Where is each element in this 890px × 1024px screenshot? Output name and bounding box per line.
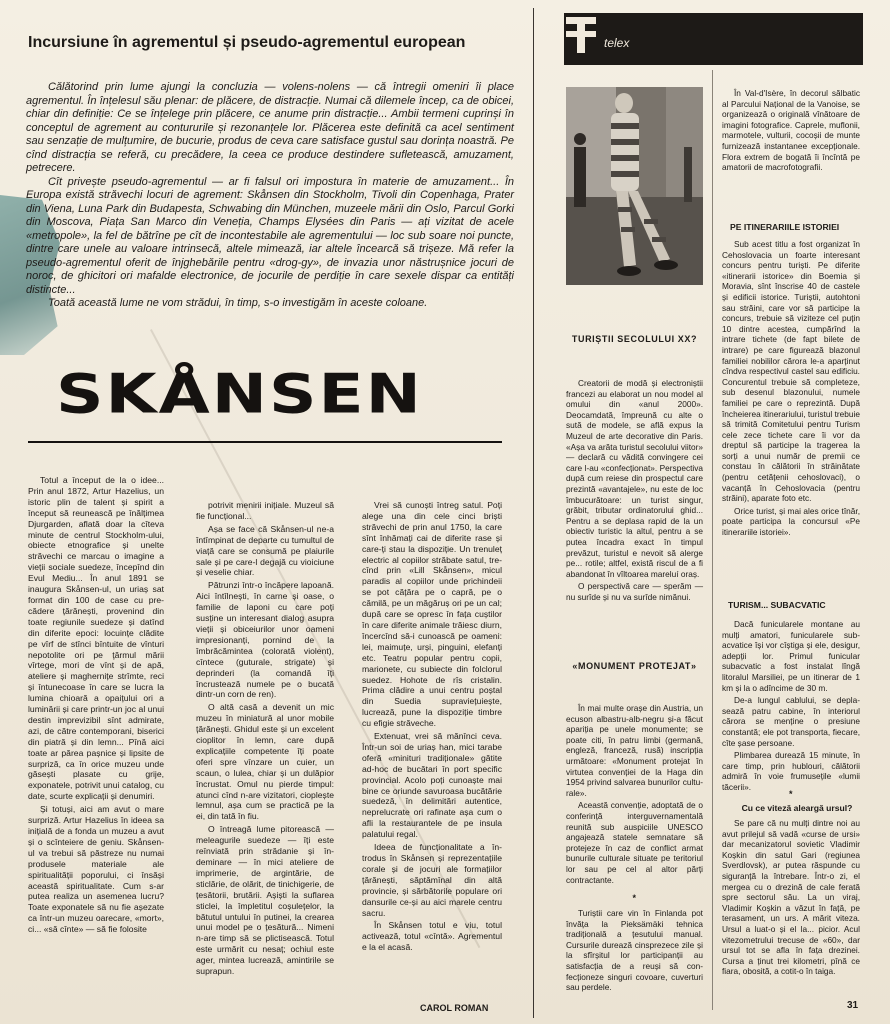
- telex-logo-icon: [566, 17, 596, 53]
- column-paragraph: Vrei să cunoști întreg satul. Poți alege una din cele cinci briști străvechi de prin anul 1750, la care sînt înhămați cai de diferite rase și care-ți stau la dispoziție. Un trenuleț electric al copiilor străbate satul, trecînd prin «Lill Skånsen», micul paradis al copiilor unde prichindeii se pot cățăra pe o capră, pe o cămilă, pe un măgăruș ori pe un cal; după care se opresc în fața cuștilor în care diferite animale trăiesc diurn, încercînd să-i cunoască pe oameni: lei, maimuțe, urși, pinguini, elefanți etc. Teatru popular pentru copii, marionete, cu subiecte din folclorul suedez. Hohote de rîs cristalin. Prima clădire a unui centru poștal din Suedia supraviețuiește, lucrează, pune la dispoziție timbre cu efigie străveche.: [362, 500, 502, 729]
- author-signature: CAROL ROMAN: [420, 1003, 489, 1013]
- column-paragraph: Și totuși, aici am avut o mare surpriză. Artur Hazelius în ideea sa inițială de a fonda un muzeu a avut și o scînteiere de geniu. Skånsen-ul va trebui să păstreze nu numai produsele materiale ale spiritualității poporului, ci însăși această spiritualitate. Cum s-ar putea realiza un asemenea lucru? Toate exponatele să nu fie așezate ca într-un muzeu oarecare, «mort», ci... «să cînte» — să fie folosite: [28, 804, 164, 935]
- page-number: 31: [847, 1000, 859, 1011]
- telex-paragraph: Turiștii care vin în Finlanda pot învăța la Pieksämäki tehnica tradițională a țesutului manual. Cursurile durează cinsprezece zile și la sfîrșitul lor participanții au satisfacția de a reuși să confecționeze singuri covoare, cuverturi sau perdele.: [566, 908, 703, 993]
- telex-column-1-top: [566, 378, 703, 604]
- telex-paragraph: Orice turist, și mai ales orice tînăr, poate participa la concursul «Pe itinerariile istoriei».: [722, 505, 860, 538]
- telex-column-1-mid: [566, 703, 703, 887]
- telex-heading-itinerarii: PE ITINERARIILE ISTORIEI: [730, 222, 840, 232]
- telex-paragraph: De-a lungul cablului, se deplasează patru cabine, în interiorul cărora se menține o presiune constantă; ele pot transporta, fiecare, cîte șase persoane.: [722, 695, 860, 748]
- telex-heading-turistii: [566, 333, 703, 345]
- telex-paragraph: În Val-d'Isère, în decorul sălbatic al Parcului Național de la Vanoise, se organizează o originală vînătoare de imagini fotografice. Caprele, muflonii, marmotele, vulturii, cocoșii de munte furnizează instantanee excepționale. Flora extrem de bogată îi încîntă pe amatorii de macrofotografii.: [722, 88, 860, 173]
- telex-heading-monument: [566, 660, 703, 672]
- telex-heading-subacvatic: TURISM... SUBACVATIC: [728, 600, 826, 610]
- telex-paragraph: Dacă funicularele montane au mulți amatori, funicularele subacvatice își vor cîștiga și ele, desigur, adepții lor. Primul funicular subacvatic a fost instalat lîngă litoralul Marsiliei, pe un itinerar de 1 km și la o adîncime de 30 m.: [722, 619, 860, 693]
- article-headline: Incursiune în agrementul și pseudo-agrementul european: [28, 34, 466, 51]
- telex-paragraph: Creatorii de modă și electroniștii francezi au elaborat un nou model al omului din «anul 2000». Deocamdată, împreună cu alte o sută de modele, se află expus la Muzeul de arte decorative din Paris. «Așa va arăta turistul secolului viitor» — declară cu vădită convingere cei care l-au «confecționat». Perspectiva după cum reiese din prospectul care prezintă «avantajele», nu este de loc îmbucurătoare: un turist singur, grăbit, tributar ordinatorului ghid... Pentru a se deplasa rapid de la un obiectiv turistic la altul, pentru a se putea încadra exact în timpul prevăzut, turistul e nevoit să alerge pe... rotile; altfel, există riscul de a fi abandonat în vîltoarea mareluí oraș.: [566, 378, 703, 579]
- telex-paragraph: O perspectivă care — sperăm — nu surîde și nu va surîde nimănui.: [566, 581, 703, 602]
- telex-column-1-bottom: [566, 908, 703, 995]
- telex-star-separator: *: [632, 893, 637, 903]
- column-paragraph: În Skånsen totul e viu, totul activează, totul «cîntă». Agrementul e la el acasă.: [362, 920, 502, 953]
- article-intro: [26, 81, 514, 311]
- column-paragraph: O altă casă a devenit un mic muzeu în miniatură al unor mobile țărănești. Ghidul este și un excelent cioplitor în lemn, care după explicațiile competente îți poate oferi spre vînzare un cuier, un scaun, o lulea, chiar și un dulăpior încrustat. Omul nu pierde timpul: atunci cînd n-are vizitatori, cioplește lemnul, așa cum se practică pe la ei, din tată în fiu.: [196, 702, 334, 822]
- telex-paragraph: Sub acest titlu a fost organizat în Cehoslovacia un foarte interesant concurs pentru turiști. Pe diferite «itinerarii istorice» din Boemia și Moravia, sînt înscrise 40 de castele și edificii istorice. Turiștii, autohtoni sau străini, care vor să participe la concurs, trebuie să viziteze cel puțin 10 dintre acestea, cumpărînd la intrare tichete (de fapt bilete de intrare) pe care figurează blazonul familiei nobililor cărora le-a aparținut cîndva respectivul castel sau edificiu. Concurentul trebuie să completeze, sub desenul blazonului, numele familiei pe care o reprezintă. După încheierea itinerariului, turistul trebuie să trimită Comitetului pentru Turism cele zece tichete care îi vor da dreptul să participe la tragerea la sorți a unui număr de premii ce constau în călătorii în străinătate (pentru cetățenii cehoslovaci), o vacanță în Cehoslovacia (pentru străini), aparate foto etc.: [722, 239, 860, 504]
- column-paragraph: potrivit menirii inițiale. Muzeul să fie funcțional...: [196, 500, 334, 521]
- column-paragraph: Pătrunzi într-o încăpere lapoană. Aici întîlnești, în carne și oase, o familie de laponi cu care poți susține un interesant dialog asupra vieții și obiceiurilor unor oameni impresionanți, pornind de la îmbrăcămintea (colorată violent), cîntece (guturale, strigate) și deprinderi (la comandă îți încrustează numele pe o bucată dintr-un corn de ren).: [196, 580, 334, 700]
- column-paragraph: O întreagă lume pitorească — meleagurile suedeze — îți este reînviată prin strădanie și îndeminare — în mici ateliere de imprimerie, de argintărie, de sticlărie, de olărit, de tinichigerie, de țesătorii, brutării. Așiști la suflarea sticlei, la împletitul coșulețelor, la bătutul untului în putinei, la crearea unui model pe o țesătură... Nimeni n-are timp să se plictisească. Totul este urmărit cu nesaț; ochiul este ager, mintea lucrează, amintirile se suprapun.: [196, 824, 334, 977]
- column-divider: [533, 8, 534, 1018]
- telex-label: telex: [604, 36, 630, 50]
- article-column-3: [362, 500, 502, 955]
- article-column-1: [28, 475, 164, 937]
- column-divider-telex: [712, 70, 713, 1010]
- skansen-masthead: SKÅNSEN: [56, 362, 423, 426]
- column-paragraph: Ideea de funcționalitate a întrodus în Skånsen și reprezentațiile corale și de jocuri ale formațiilor țărănești, săptămînal din altă provincie, și sărbătorile populare ori dansurile ce-și au aici marele centru sacru.: [362, 842, 502, 918]
- column-paragraph: Extenuat, vrei să mănînci ceva. Într-un soi de uriaș han, mici tarabe oferă «minituri tradiționale» gătite ad-hoc de bucătari în port specific provincial. Acolo poți cunoaște mai bine ce oriunde savuroasa bucătărie suedeză, în delimitări autentice, neprelucrate ori rafinate așa cum o afli la restaurantele de pe insula palatului regal.: [362, 731, 502, 840]
- telex-paragraph: Plimbarea durează 15 minute, în care timp, prin hublouri, călătorii admiră în voie frumusețile «lumii tăcerii».: [722, 750, 860, 792]
- column-paragraph: Așa se face că Skånsen-ul ne-a întîmpinat de departe cu tumultul de viață care se consumă pe plaiurile sale și pe care-l degajă cu vioiciune și veselie chiar.: [196, 523, 334, 578]
- fashion-photo: [566, 87, 703, 285]
- intro-paragraph: Cît privește pseudo-agrementul — ar fi falsul ori impostura în materie de amuzament... În Europa există străvechi locuri de agrement: Skånsen din Stockholm, Tivoli din Copenhaga, Prater din Viena, Luna Park din Budapesta, Schwabing din München, muzeele mării din Oslo, Parcul Gorki din Moscova, Piața San Marco din Veneția, Champs Elysées din Paris — ați vizitat de acele «metropole», la fel de bătrîne pe cît de incontestabile ale agrementului — loc sub soare noi puncte, dintre care unele au valoare intrinsecă, altele mimează, iar altele încearcă să trișeze. Mă refer la pseudo-agrementul oferit de înjghebările pentru «drog-gy», de invazia unor năstrușnice jocuri de noroc, de ghicitori ori mafalde electronice, de jocurile de perdiție în care sexele dispar ca entități distincte...: [26, 175, 514, 296]
- masthead-rule: [28, 441, 502, 443]
- intro-paragraph: Toată această lume ne vom strădui, în timp, s-o investigăm în aceste coloane.: [48, 297, 428, 309]
- intro-paragraph: Călătorind prin lume ajungi la concluzia — volens-nolens — că întregii omeniri îi place agrementul. În înțelesul său plenar: de plăcere, de distracție. Numai că dilemele încep, ca de obicei, chiar din definiție: Ce se înțelege prin plăcere, ce anume prin distracție... Ambii termeni cuprinși în conceptul de agrement au contururile și rezonanțele lor. Plăcerea este definită ca acel sentiment sau senzație de mulțumire, de bucurie, produs de ceva care satisface gustul sau dorința noastră. Pe cînd distracția se referă, cu precădere, la ceea ce produce destindere sufletească, amuzament, petrecere.: [26, 81, 514, 174]
- telex-column-2-top: [722, 88, 860, 175]
- column-paragraph: Totul a început de la o idee... Prin anul 1872, Artur Hazelius, un istoric plin de talent și spirit a început să reunească pe înălțimea Djurgarden, aflată doar la cîteva minute de centrul Stockholm-ului, obiecte etnografice și unelte străvechi ce marcau o imagine a vieții sociale suedeze, începînd din Evul Mediu... În anul 1891 se inaugura Skånsen-ul, un uriaș sat format din 100 de case cu precădere țărănești, provenind din toate regiunile suedeze și datînd din diferite epoci: locuințe clădite pe vîrf de stînci bîntuite de vînturi nepotolite ori pe ţărmul mării vîrtege, mori de vînt și de apă, ateliere și maghernițe strîmte, reci și întunecoase în care se lucra la lumina chioară a opaițului ori a luminării și care printr-un joc al unui destin imprevizibil sînt admirate, azi, de către contemporani, biserici din piatră și din lemn... Pînă aici toate ar părea pașnice și lipsite de surpriză, ca în orice muzeu unde găsești plasate cu grije, exponatele, potrivit unui catalog, cu date, scurte explicații și denumiri.: [28, 475, 164, 802]
- heading-text: «MONUMENT PROTEJAT»: [572, 661, 697, 671]
- telex-column-2-bottom: [722, 818, 860, 979]
- telex-paragraph: Această convenție, adoptată de o conferință interguvernamentală reunită sub auspiciile UNESCO angajează statele semnatare să protejeze în caz de conflict armat bunurile culturale situate pe teritoriul lor sau pe cel al altor părți contractante.: [566, 800, 703, 885]
- telex-column-2-lower: [722, 619, 860, 795]
- article-column-2: [196, 500, 334, 979]
- telex-paragraph: Se pare că nu mulți dintre noi au avut prilejul să vadă «curse de ursi» dar mecanizatorul sovietic Vladimir Koșkin din satul Gari (regiunea Sverdlovsk), ar putea răspunde cu siguranță la întrebare. Într-o zi, el mergea cu o drezină de cale ferată spre sectorul său. La un viraj, Vladimir Koșkin a văzut în față, pe terasament, un urs. A mărit viteza. Ursul a luat-o și el la... picior. Acul vitezometrului trecuse de «60», dar ursul tot se afla în fața drezinei. Cursa a ținut trei kilometri, pînă ce fiara, obosită, a cotit-o în taiga.: [722, 818, 860, 977]
- telex-paragraph: În mai multe orașe din Austria, un ecuson albastru-alb-negru și-a făcut apariția pe unele monumente; se poate citi, în patru limbi (germană, engleză, franceză, rusă) inscripția următoare: «Monument protejat în virtutea convenției de la Haga din 1954 privind salvarea bunurilor culturale».: [566, 703, 703, 798]
- telex-star-separator: *: [788, 789, 794, 799]
- telex-heading-urs: Cu ce viteză aleargă ursul?: [741, 803, 853, 813]
- heading-text: TURIȘTII SECOLULUI XX?: [571, 334, 698, 344]
- telex-column-2-mid: [722, 239, 860, 540]
